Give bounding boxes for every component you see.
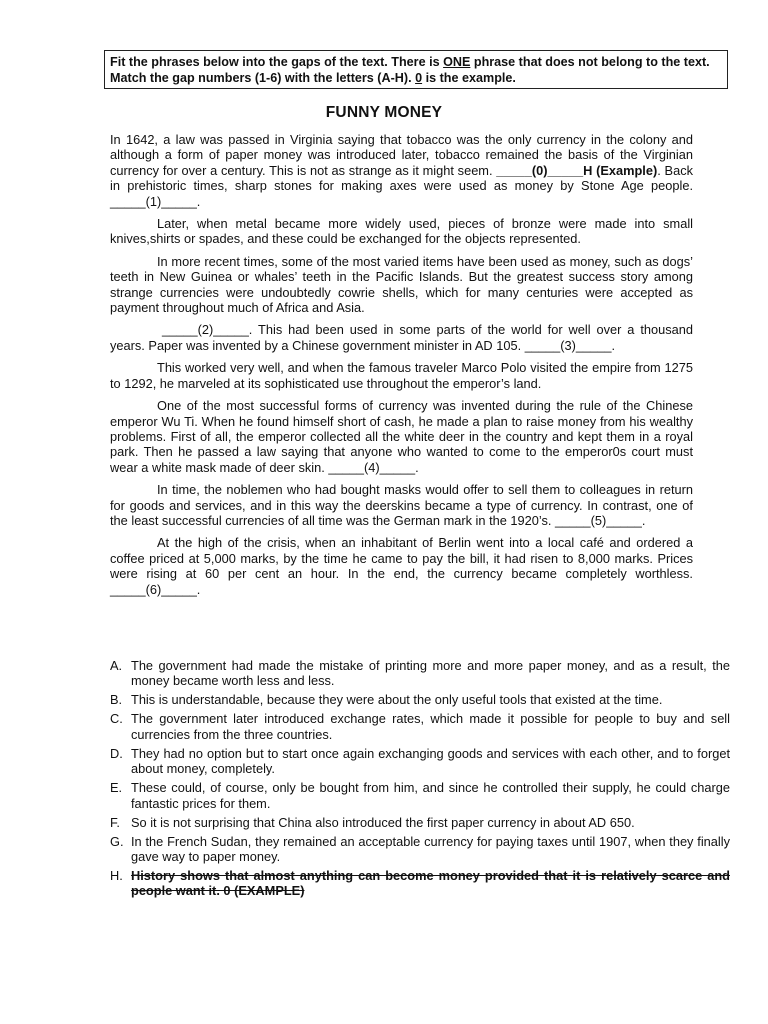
instructions-text-3: is the example.: [422, 71, 516, 85]
option-text: So it is not surprising that China also introduced the first paper currency in about AD 650.: [131, 814, 635, 830]
option-text: These could, of course, only be bought from him, and since he controlled their supply, he could charge fantastic prices for them.: [131, 780, 730, 811]
paragraph-1-start: In 1642, a law was passed in Virginia saying that tobacco was the only currency in the colony and although a form of paper money was introduced later, tobacco remained the basis of the Virginian currency for over a century. This is not as strange as it might seem.: [110, 132, 693, 178]
option-g: [110, 834, 730, 865]
option-d: [110, 746, 730, 777]
option-e: [110, 780, 730, 811]
page-title: FUNNY MONEY: [325, 104, 443, 121]
option-a: [110, 658, 730, 689]
instructions-text-2: phrase that does not belong to the text. Match the gap numbers (1-6) with the letters (A-H).: [110, 55, 710, 85]
paragraph-2: Later, when metal became more widely used, pieces of bronze were made into small knives,shirts or spades, and these could be exchanged for the objects represented.: [110, 216, 693, 247]
option-text: This is understandable, because they were about the only useful tools that existed at the time.: [131, 692, 663, 708]
option-text: History shows that almost anything can become money provided that it is relatively scarce and people want it. 0 (EXAMPLE): [131, 868, 730, 899]
option-text: The government had made the mistake of printing more and more paper money, and as a result, the money became worth less and less.: [131, 658, 730, 689]
option-letter: B.: [110, 692, 123, 708]
paragraph-1-end: . Back in prehistoric times, sharp stones for making axes were used as money by Stone Age people. _____(1)_____.: [110, 162, 694, 209]
instructions-text-1: Fit the phrases below into the gaps of the text. There is: [110, 55, 444, 69]
option-letter: G.: [110, 833, 124, 849]
option-letter: D.: [110, 745, 123, 761]
example-gap: _____(0)_____H (Example): [496, 162, 658, 178]
option-letter: C.: [110, 711, 123, 727]
paragraph-8: At the high of the crisis, when an inhabitant of Berlin went into a local café and ordered a coffee priced at 5,000 marks, by the time he came to pay the bill, it had risen to 8,000 marks. Prices were rising at 60 per cent an hour. In the end, the currency became completely worthless. _____(6)_____.: [110, 535, 693, 597]
option-letter: A.: [110, 658, 123, 673]
answer-options-list: [110, 658, 730, 902]
paragraph-6: One of the most successful forms of currency was invented during the rule of the Chinese emperor Wu Ti. When he found himself short of cash, he made a plan to raise money from his wealthy problems. First of all, the emperor collected all the white deer in the country and kept them in a royal park. Then he passed a law saying that anyone who wanted to come to the emperor0s court must wear a white mask made of deer skin. _____(4)_____.: [110, 398, 693, 475]
option-h-example: [110, 868, 730, 899]
option-f: [110, 815, 730, 830]
article-text: [110, 132, 693, 604]
option-b: [110, 692, 730, 707]
option-letter: F.: [110, 814, 120, 830]
instructions-box: [104, 50, 728, 89]
option-text: The government later introduced exchange rates, which made it possible for people to buy and sell currencies from the three countries.: [131, 711, 730, 742]
paragraph-4: _____(2)_____. This had been used in some parts of the world for well over a thousand years. Paper was invented by a Chinese government minister in AD 105. _____(3)_____.: [110, 322, 693, 353]
option-c: [110, 711, 730, 742]
instructions-emphasis-zero: 0: [415, 71, 423, 85]
paragraph-5: This worked very well, and when the famous traveler Marco Polo visited the empire from 1275 to 1292, he marveled at its sophisticated use throughout the emperor’s land.: [110, 360, 693, 391]
option-letter: E.: [110, 780, 123, 796]
instructions-emphasis-one: ONE: [443, 55, 471, 69]
paragraph-3: In more recent times, some of the most varied items have been used as money, such as dogs’ teeth in New Guinea or whales’ teeth in the Pacific Islands. But the greatest success story among strange currencies were undoubtedly cowrie shells, which for many centuries were accepted as payment throughout much of Africa and Asia.: [110, 253, 693, 316]
option-letter: H.: [110, 868, 123, 884]
option-text: In the French Sudan, they remained an acceptable currency for paying taxes until 1907, when they finally gave way to paper money.: [131, 833, 730, 865]
paragraph-1: [110, 132, 693, 209]
paragraph-7: In time, the noblemen who had bought masks would offer to sell them to colleagues in return for goods and services, and in this way the deerskins became a type of currency. In contrast, one of the least successful currencies of all time was the German mark in the 1920’s. _____(5)_____.: [110, 482, 693, 528]
option-text: They had no option but to start once again exchanging goods and services with each other, and to forget about money, completely.: [131, 745, 730, 777]
